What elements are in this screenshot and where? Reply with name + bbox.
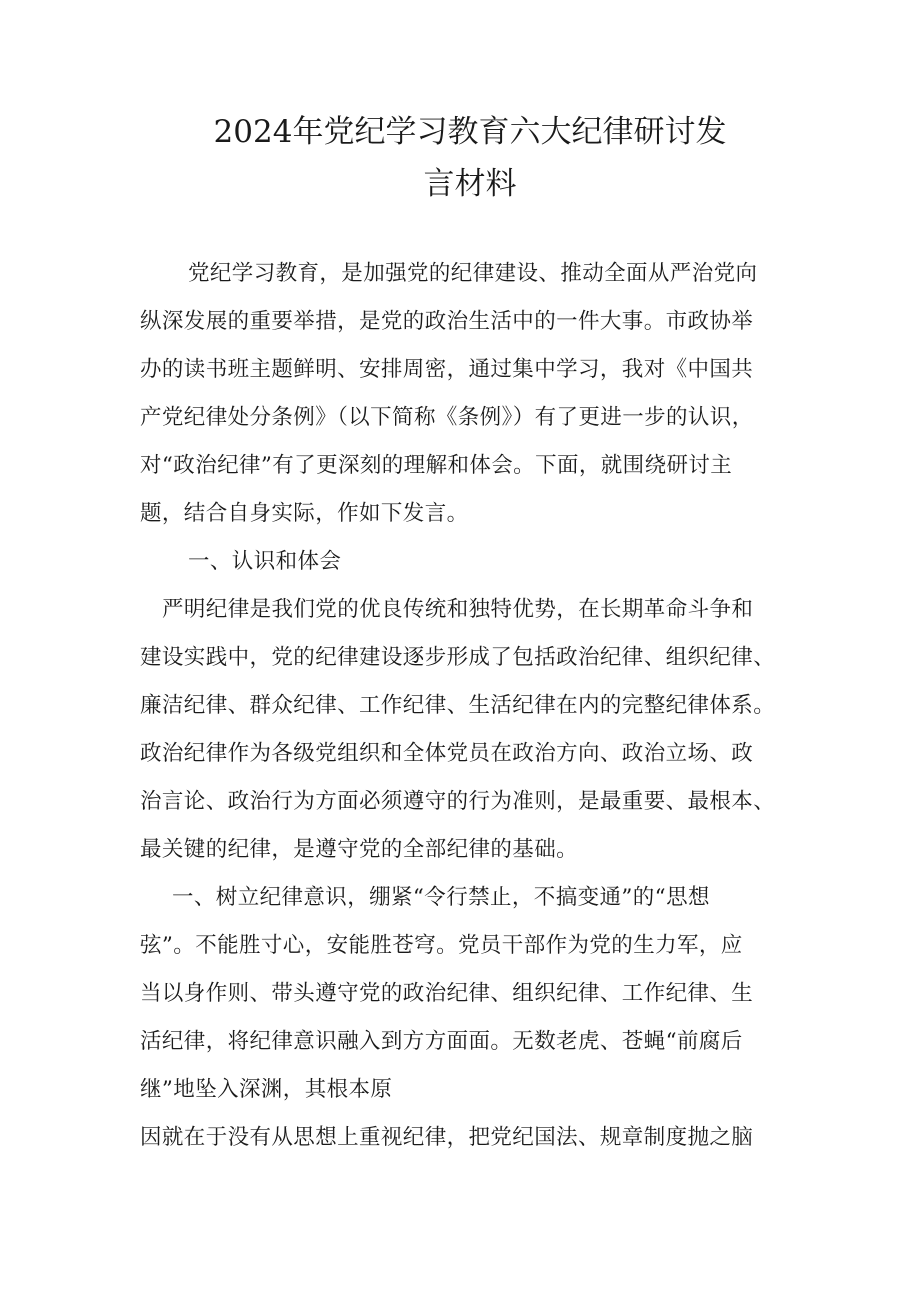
body-line: 对“政治纪律”有了更深刻的理解和体会。下面，就围绕研讨主 bbox=[140, 453, 733, 478]
body-line: 政治纪律作为各级党组织和全体党员在政治方向、政治立场、政 bbox=[140, 741, 754, 766]
body-line: 建设实践中，党的纪律建设逐步形成了包括政治纪律、组织纪律、 bbox=[140, 645, 776, 670]
body-line: 继”地坠入深渊，其根本原 bbox=[140, 1077, 393, 1102]
body-line: 纵深发展的重要举措，是党的政治生活中的一件大事。市政协举 bbox=[140, 309, 754, 334]
body-line: 党纪学习教育，是加强党的纪律建设、推动全面从严治党向 bbox=[188, 261, 758, 286]
body-line: 产党纪律处分条例》（以下简称《条例》）有了更进一步的认识， bbox=[140, 405, 754, 430]
body-line: 弦”。不能胜寸心，安能胜苍穹。党员干部作为党的生力军，应 bbox=[140, 933, 743, 958]
body-line: 因就在于没有从思想上重视纪律，把党纪国法、规章制度抛之脑 bbox=[140, 1125, 754, 1150]
section-heading: 一、认识和体会 bbox=[188, 549, 342, 574]
document-title bbox=[140, 106, 800, 210]
body-line: 题，结合自身实际，作如下发言。 bbox=[140, 501, 469, 526]
section-heading: 一、树立纪律意识，绷紧“令行禁止，不搞变通”的“思想 bbox=[172, 885, 710, 910]
title-line-1: 2024年党纪学习教育六大纪律研讨发 bbox=[213, 114, 727, 150]
body-line: 廉洁纪律、群众纪律、工作纪律、生活纪律在内的完整纪律体系。 bbox=[140, 693, 776, 718]
body-line: 严明纪律是我们党的优良传统和独特优势，在长期革命斗争和 bbox=[162, 597, 754, 622]
body-line: 活纪律，将纪律意识融入到方方面面。无数老虎、苍蝇“前腐后 bbox=[140, 1029, 743, 1054]
body-line: 最关键的纪律，是遵守党的全部纪律的基础。 bbox=[140, 837, 579, 862]
body-line: 当以身作则、带头遵守党的政治纪律、组织纪律、工作纪律、生 bbox=[140, 981, 754, 1006]
body-line: 办的读书班主题鲜明、安排周密，通过集中学习，我对《中国共 bbox=[140, 357, 754, 382]
title-line-2: 言材料 bbox=[423, 166, 517, 202]
body-line: 治言论、政治行为方面必须遵守的行为准则，是最重要、最根本、 bbox=[140, 789, 776, 814]
